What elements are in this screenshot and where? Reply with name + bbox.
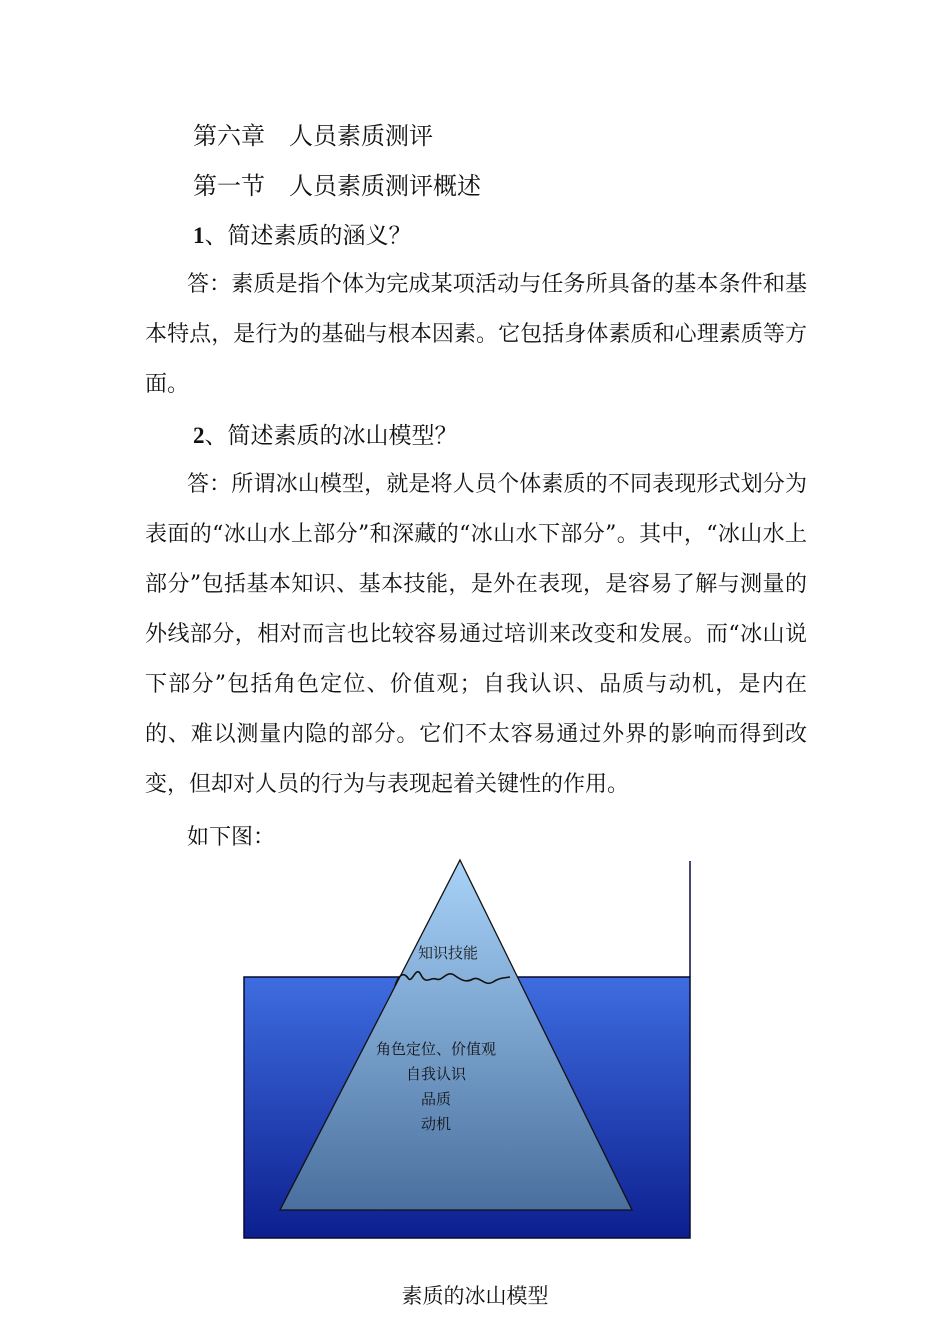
iceberg-diagram <box>240 858 696 1242</box>
question-2-text: 、简述素质的冰山模型？ <box>204 423 458 449</box>
below-water-label-1: 角色定位、价值观 <box>375 1040 497 1058</box>
below-water-label-2: 自我认识 <box>405 1065 467 1083</box>
question-2 <box>193 417 458 450</box>
figure-caption: 素质的冰山模型 <box>401 1284 549 1308</box>
question-1-text: 、简述素质的涵义？ <box>204 223 412 249</box>
question-2-number: 2 <box>193 423 205 448</box>
answer-2: 答：所谓冰山模型，就是将人员个体素质的不同表现形式划分为表面的“冰山水上部分”和深藏的“冰山水下部分”。其中，“冰山水上部分”包括基本知识、基本技能，是外在表现，是容易了解与测量的外线部分，相对而言也比较容易通过培训来改变和发展。而“冰山说下部分”包括角色定位、价值观；自我认识、品质与动机，是内在的、难以测量内隐的部分。它们不太容易通过外界的影响而得到改变，但却对人员的行为与表现起着关键性的作用。 <box>145 472 807 797</box>
section-title: 第一节 人员素质测评概述 <box>193 172 481 200</box>
answer-1: 答：素质是指个体为完成某项活动与任务所具备的基本条件和基本特点，是行为的基础与根本因素。它包括身体素质和心理素质等方面。 <box>145 272 807 397</box>
chapter-title: 第六章 人员素质测评 <box>193 122 433 150</box>
above-water-label: 知识技能 <box>417 944 479 962</box>
below-water-label-4: 动机 <box>420 1115 452 1133</box>
below-water-label-3: 品质 <box>420 1090 452 1108</box>
question-1-number: 1 <box>193 223 205 248</box>
question-1 <box>193 217 412 250</box>
figure-intro: 如下图： <box>187 825 276 850</box>
